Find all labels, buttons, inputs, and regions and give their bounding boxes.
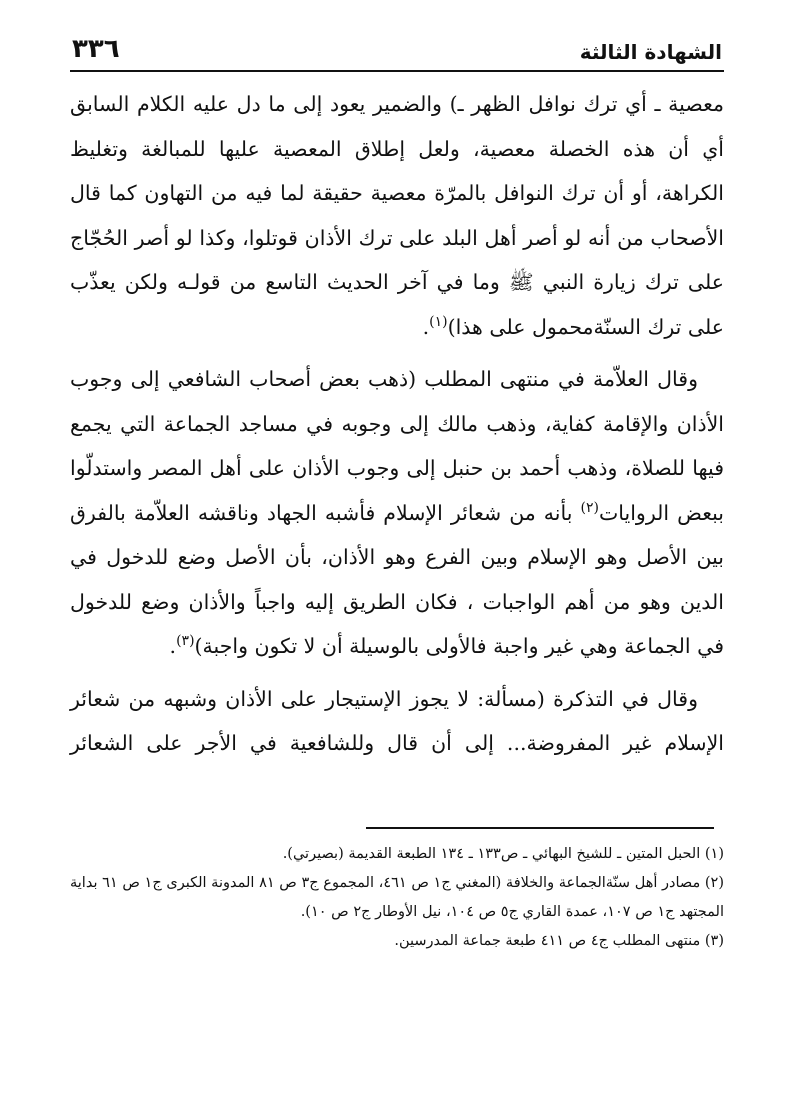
footnote-3: (٣) منتهى المطلب ج٤ ص ٤١١ طبعة جماعة المدرسين. <box>394 933 724 949</box>
footnote-marker-1[interactable]: (١) <box>429 313 448 330</box>
paragraph-1 <box>70 82 724 349</box>
footnotes <box>70 840 724 956</box>
main-text <box>70 82 724 766</box>
footnote-marker-3[interactable]: (٣) <box>176 633 195 650</box>
footnote-2: (٢) مصادر أهل سنّةالجماعة والخلافة (المغني ج١ ص ٤٦١، المجموع ج٣ ص ٨١ المدونة الكبرى ج١ ص ٦١ بداية المجتهد ج١ ص ١٠٧، عمدة القاري ج٥ ص ١٠٤، نيل الأوطار ج٢ ص ١٠). <box>70 875 724 920</box>
paragraph-1-end: . <box>422 314 430 339</box>
footnote-marker-2[interactable]: (٢) <box>580 499 599 516</box>
paragraph-1-text: معصية ـ أي ترك نوافل الظهر ـ) والضمير يعود إلى ما دل عليه الكلام السابق أي أن هذه الخصلة معصية، ولعل إطلاق المعصية عليها للمبالغة وتغليظ الكراهة، أو أن ترك النوافل بالمرّة معصية حقيقة لما فيه من التهاون كما قال الأصحاب من أنه لو أصر أهل البلد على ترك الأذان قوتلوا، وكذا لو أصر الحُجّاج على ترك زيارة النبي ﷺ وما في آخر الحديث التاسع من قولـه ولكن يعذّب على ترك السنّةمحمول على هذا) <box>70 92 724 339</box>
paragraph-2-rest: بأنه من شعائر الإسلام فأشبه الجهاد وناقشه العلاّمة بالفرق بين الأصل وهو الإسلام وبين الفرع وهو الأذان، بأن الأصل وضع للدخول في الدين وهو من أهم الواجبات ، فكان الطريق إليه واجباً والأذان وضع للدخول في الجماعة وهي غير واجبة فالأولى بالوسيلة أن لا تكون واجبة) <box>70 500 724 658</box>
paragraph-2 <box>70 357 724 669</box>
running-title: الشهادة الثالثة <box>579 40 722 64</box>
footnote-separator <box>366 827 714 829</box>
paragraph-2-end: . <box>169 634 177 658</box>
paragraph-2-text: وقال العلاّمة في منتهى المطلب (ذهب بعض أصحاب الشافعي إلى وجوب الأذان والإقامة كفاية، وذهب مالك إلى وجوبه في مساجد الجماعة التي يجمع فيها للصلاة، وذهب أحمد بن حنبل إلى وجوب الأذان على أهل المصر واستدلّوا ببعض الروايات <box>70 367 724 525</box>
footnote-1: (١) الحبل المتين ـ للشيخ البهائي ـ ص١٣٣ ـ ١٣٤ الطبعة القديمة (بصيرتي). <box>282 846 724 862</box>
page-number: ٣٣٦ <box>72 34 120 64</box>
header-rule <box>70 70 724 72</box>
page-header <box>70 28 724 64</box>
book-page <box>70 28 724 766</box>
paragraph-3: وقال في التذكرة (مسألة: لا يجوز الإستيجار على الأذان وشبهه من شعائر الإسلام غير المفروضة... إلى أن قال وللشافعية في الأجر على الشعائر <box>70 686 724 755</box>
